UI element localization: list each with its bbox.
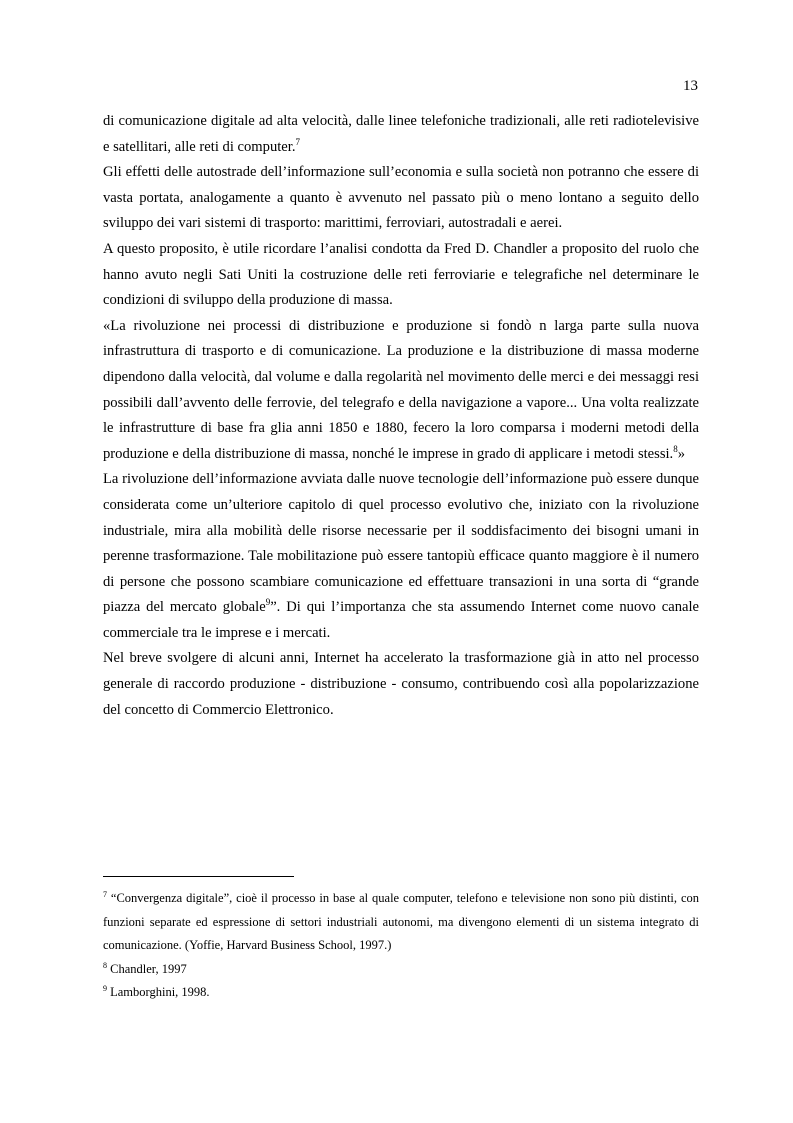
page-number: 13 [683,78,698,94]
paragraph-text: di comunicazione digitale ad alta velocità, dalle linee telefoniche tradizionali, alle reti radiotelevisive e satellitari, alle reti di computer. [103,113,699,155]
paragraph [103,160,699,237]
footnote-text: Lamborghini, 1998. [110,985,210,999]
closing-quote: » [677,445,686,462]
paragraph [103,237,699,314]
paragraph [103,109,699,160]
footnote-number: 9 [103,984,107,993]
quotation-paragraph [103,314,699,468]
footnotes [103,887,699,1005]
footnote [103,887,699,958]
paragraph-text: Gli effetti delle autostrade dell’informazione sull’economia e sulla società non potranno che essere di vasta portata, analogamente a quanto è avvenuto nel passato più o meno lontano a seguito dello sviluppo dei vari sistemi di trasporto: marittimi, ferroviari, autostradali e aerei. [103,164,699,232]
footnote [103,958,699,982]
footnote-separator [103,876,294,877]
paragraph-text: A questo proposito, è utile ricordare l’analisi condotta da Fred D. Chandler a proposito del ruolo che hanno avuto negli Sati Uniti la costruzione delle reti ferroviarie e telegrafiche nel determinare le condizioni di sviluppo della produzione di massa. [103,240,699,309]
paragraph [103,646,699,723]
paragraph-text: La rivoluzione dell’informazione avviata dalle nuove tecnologie dell’informazione può essere dunque considerata come un’ulteriore capitolo di quel processo evolutivo che, iniziato con la rivoluzione industriale, mira alla mobilità delle risorse necessarie per il soddisfacimento dei bisogni umani in perenne trasformazione. Tale mobilitazione può essere tantopiù efficace quanto maggiore è il numero di persone che possono scambiare comunicazione ed effettuare transazioni in una sorta di “grande piazza del mercato globale [103,471,699,616]
footnote-reference[interactable]: 7 [295,136,300,147]
footnote-number: 7 [103,890,107,899]
footnote-text: Chandler, 1997 [110,961,187,976]
footnote-reference[interactable]: 9 [265,597,271,608]
paragraph-text: «La rivoluzione nei processi di distribuzione e produzione si fondò n larga parte sulla nuova infrastruttura di trasporto e di comunicazione. La produzione e la distribuzione di massa moderne dipendono dalla velocità, dal volume e dalla regolarità nel movimento delle merci e dei messaggi resi possibili dall’avvento delle ferrovie, del telegrafo e della navigazione a vapore... Una volta realizzate le infrastrutture di base fra glia anni 1850 e 1880, fecero la loro comparsa i moderni metodi della produzione e della distribuzione di massa, nonché le imprese in grado di applicare i metodi stessi. [103,317,699,462]
paragraph-text: Nel breve svolgere di alcuni anni, Internet ha accelerato la trasformazione già in atto nel processo generale di raccordo produzione - distribuzione - consumo, contribuendo così alla popolarizzazione del concetto di Commercio Elettronico. [103,650,699,718]
paragraph-text-continued: ”. Di qui l’importanza che sta assumendo Internet come nuovo canale commerciale tra le imprese e i mercati. [103,599,699,641]
footnote [103,981,699,1005]
footnote-number: 8 [103,960,107,970]
body-text [103,109,699,723]
footnote-reference[interactable]: 8 [673,443,678,454]
footnote-text: “Convergenza digitale”, cioè il processo in base al quale computer, telefono e televisione non sono più distinti, con funzioni separate ed espressione di settori industriali autonomi, ma divengono elementi di un sistema integrato di comunicazione. (Yoffie, Harvard Business School, 1997.) [103,891,699,952]
paragraph [103,467,699,646]
